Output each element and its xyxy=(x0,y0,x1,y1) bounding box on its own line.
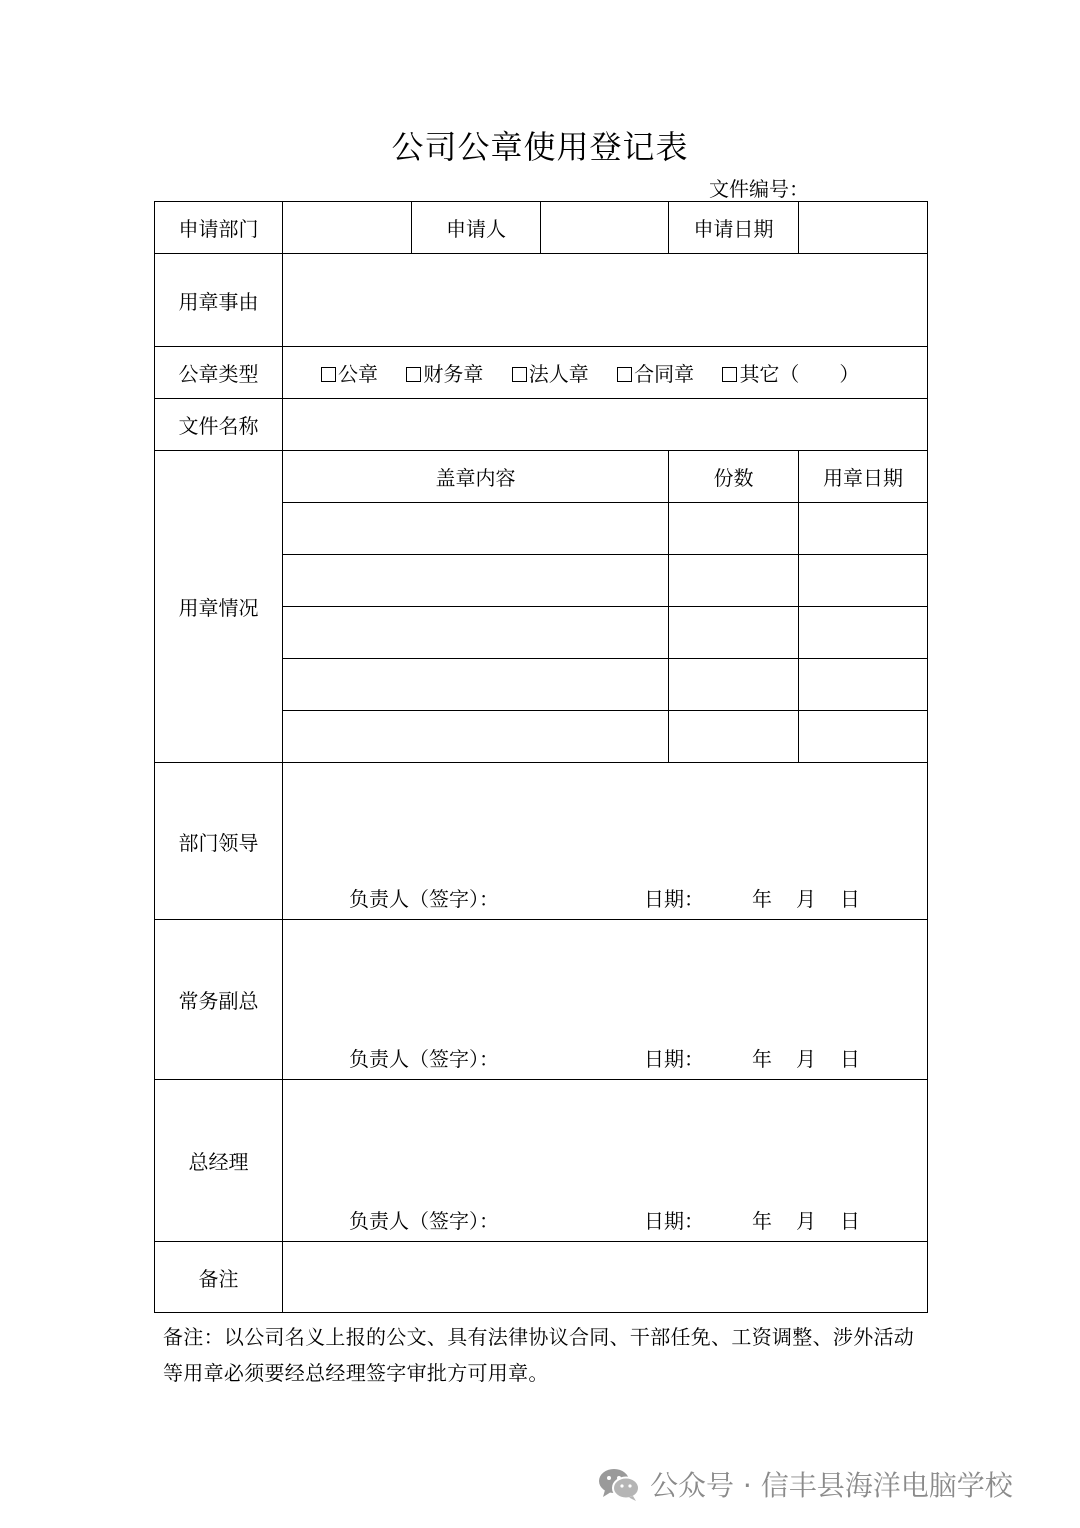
usage-content-cell[interactable] xyxy=(283,503,669,555)
gm-label: 总经理 xyxy=(155,1080,283,1242)
checkbox[interactable] xyxy=(512,367,527,382)
applicant-label: 申请人 xyxy=(412,202,541,254)
approval-row-gm xyxy=(155,1080,928,1242)
usage-header-date: 用章日期 xyxy=(799,451,928,503)
signature-line xyxy=(283,1205,927,1235)
apply-date-field[interactable] xyxy=(799,202,928,254)
seal-type-label: 公章类型 xyxy=(155,347,283,399)
checkbox[interactable] xyxy=(321,367,336,382)
year-label: 年 xyxy=(752,1047,772,1071)
reason-field[interactable] xyxy=(283,254,928,347)
checkbox[interactable] xyxy=(617,367,632,382)
usage-copies-cell[interactable] xyxy=(669,503,799,555)
usage-content-cell[interactable] xyxy=(283,555,669,607)
vice-gm-sign-area[interactable] xyxy=(283,920,928,1080)
file-name-row xyxy=(155,399,928,451)
checkbox[interactable] xyxy=(722,367,737,382)
day-label: 日 xyxy=(840,1209,860,1233)
dept-label: 申请部门 xyxy=(155,202,283,254)
usage-label: 用章情况 xyxy=(155,451,283,763)
signer-label: 负责人（签字）： xyxy=(349,1209,499,1233)
checkbox[interactable] xyxy=(406,367,421,382)
seal-option-finance[interactable] xyxy=(406,362,483,386)
usage-date-cell[interactable] xyxy=(799,659,928,711)
seal-usage-form xyxy=(154,201,928,1313)
usage-copies-cell[interactable] xyxy=(669,711,799,763)
month-label: 月 xyxy=(796,1209,816,1233)
file-name-label: 文件名称 xyxy=(155,399,283,451)
dept-leader-label: 部门领导 xyxy=(155,763,283,920)
usage-content-cell[interactable] xyxy=(283,659,669,711)
reason-label: 用章事由 xyxy=(155,254,283,347)
usage-date-cell[interactable] xyxy=(799,711,928,763)
dept-field[interactable] xyxy=(283,202,412,254)
approval-row-vice-gm xyxy=(155,920,928,1080)
seal-option-official[interactable] xyxy=(321,362,378,386)
date-label: 日期： xyxy=(644,1047,704,1071)
seal-option-contract[interactable] xyxy=(617,362,694,386)
option-label: 合同章 xyxy=(634,362,695,386)
month-label: 月 xyxy=(796,1047,816,1071)
usage-date-cell[interactable] xyxy=(799,555,928,607)
approval-row-dept-leader xyxy=(155,763,928,920)
usage-content-cell[interactable] xyxy=(283,711,669,763)
wechat-icon xyxy=(598,1466,640,1502)
usage-date-cell[interactable] xyxy=(799,607,928,659)
usage-copies-cell[interactable] xyxy=(669,607,799,659)
applicant-row xyxy=(155,202,928,254)
usage-header-row xyxy=(155,451,928,503)
usage-header-copies: 份数 xyxy=(669,451,799,503)
signature-line xyxy=(283,1043,927,1073)
watermark-text: 公众号 · 信丰县海洋电脑学校 xyxy=(650,1469,1013,1502)
file-number-label: 文件编号： xyxy=(709,177,809,201)
day-label: 日 xyxy=(840,887,860,911)
remarks-row xyxy=(155,1242,928,1313)
year-label: 年 xyxy=(752,1209,772,1233)
usage-copies-cell[interactable] xyxy=(669,555,799,607)
usage-header-content: 盖章内容 xyxy=(283,451,669,503)
signature-line xyxy=(283,883,927,913)
gm-sign-area[interactable] xyxy=(283,1080,928,1242)
month-label: 月 xyxy=(796,887,816,911)
applicant-field[interactable] xyxy=(541,202,669,254)
dept-leader-sign-area[interactable] xyxy=(283,763,928,920)
option-label: 法人章 xyxy=(528,362,589,386)
form-title: 公司公章使用登记表 xyxy=(391,128,689,166)
remarks-label: 备注 xyxy=(155,1242,283,1313)
usage-date-cell[interactable] xyxy=(799,503,928,555)
seal-type-row xyxy=(155,347,928,399)
footnote: 备注：以公司名义上报的公文、具有法律协议合同、干部任免、工资调整、涉外活动等用章必须要经总经理签字审批方可用章。 xyxy=(163,1325,915,1385)
option-label: 其它（ ） xyxy=(739,362,860,386)
signer-label: 负责人（签字）： xyxy=(349,1047,499,1071)
file-name-field[interactable] xyxy=(283,399,928,451)
option-label: 财务章 xyxy=(423,362,484,386)
year-label: 年 xyxy=(752,887,772,911)
option-label: 公章 xyxy=(338,362,378,386)
usage-content-cell[interactable] xyxy=(283,607,669,659)
apply-date-label: 申请日期 xyxy=(669,202,799,254)
signer-label: 负责人（签字）： xyxy=(349,887,499,911)
usage-copies-cell[interactable] xyxy=(669,659,799,711)
day-label: 日 xyxy=(840,1047,860,1071)
seal-option-other[interactable] xyxy=(722,362,859,386)
reason-row xyxy=(155,254,928,347)
seal-type-options xyxy=(283,347,928,399)
seal-option-legal[interactable] xyxy=(512,362,589,386)
date-label: 日期： xyxy=(644,1209,704,1233)
vice-gm-label: 常务副总 xyxy=(155,920,283,1080)
date-label: 日期： xyxy=(644,887,704,911)
remarks-field[interactable] xyxy=(283,1242,928,1313)
watermark xyxy=(598,1464,1013,1504)
